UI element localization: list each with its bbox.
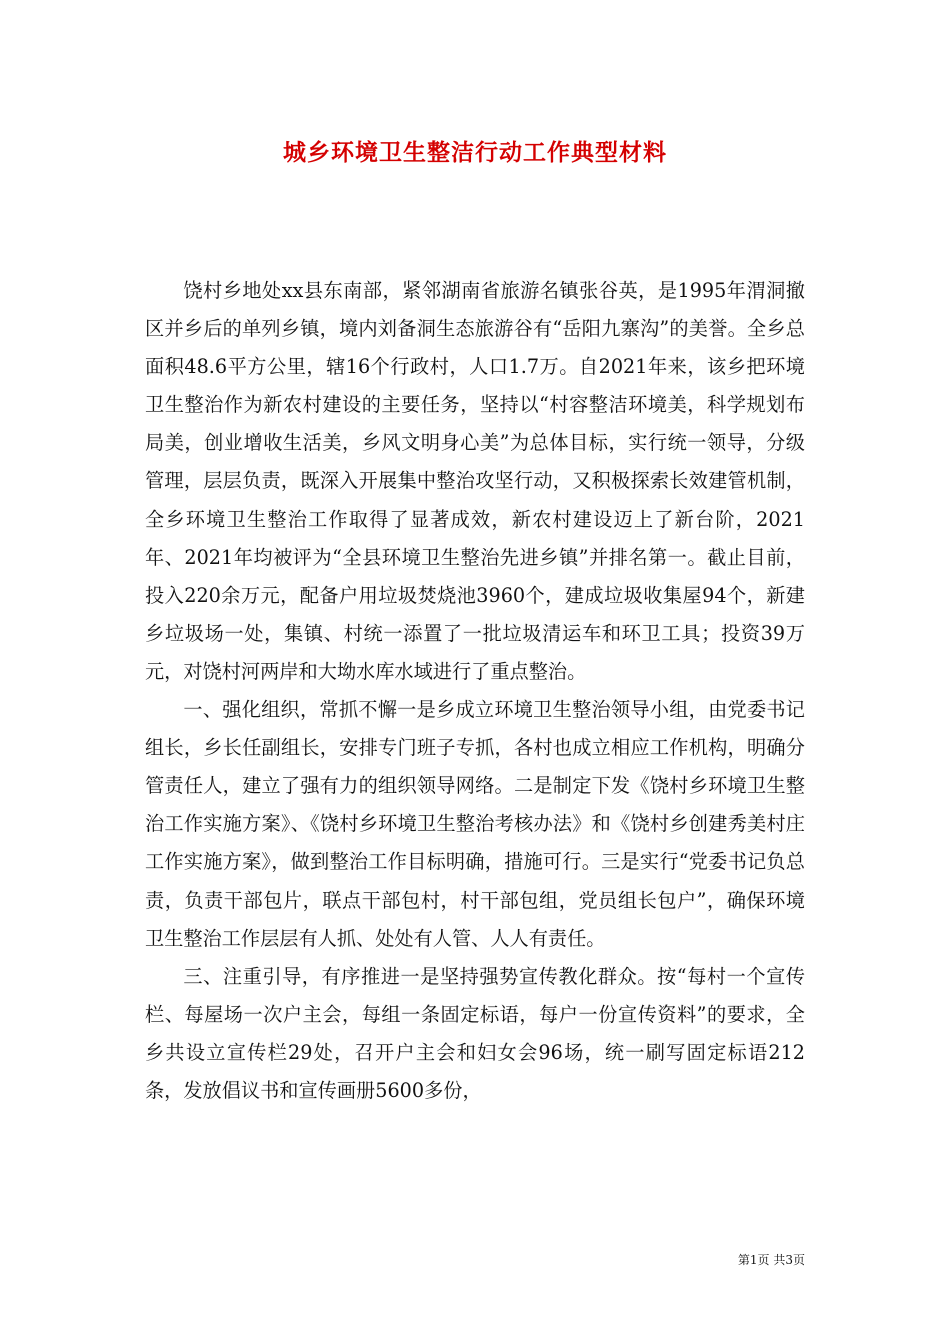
paragraph-section-three: 三、注重引导，有序推进一是坚持强势宣传教化群众。按“每村一个宣传栏、每屋场一次户主会，每组一条固定标语，每户一份宣传资料”的要求，全乡共设立宣传栏29处，召开户主会和妇女会96场，统一刷写固定标语212条，发放倡议书和宣传画册5600多份， — [145, 964, 805, 1102]
page-number: 第1页 共3页 — [737, 1253, 805, 1267]
paragraph-section-one: 一、强化组织，常抓不懈一是乡成立环境卫生整治领导小组，由党委书记组长，乡长任副组长，安排专门班子专抓，各村也成立相应工作机构，明确分管责任人，建立了强有力的组织领导网络。二是制定下发《饶村乡环境卫生整治工作实施方案》、《饶村乡环境卫生整治考核办法》和《饶村乡创建秀美村庄工作实施方案》，做到整治工作目标明确，措施可行。三是实行“党委书记负总责，负责干部包片，联点干部包村，村干部包组，党员组长包户”，确保环境卫生整治工作层层有人抓、处处有人管、人人有责任。 — [145, 698, 805, 950]
document-body — [145, 272, 805, 1110]
paragraph-intro: 饶村乡地处xx县东南部，紧邻湖南省旅游名镇张谷英，是1995年渭洞撤区并乡后的单列乡镇，境内刘备洞生态旅游谷有“岳阳九寨沟”的美誉。全乡总面积48.6平方公里，辖16个行政村，人口1.7万。自2021年来，该乡把环境卫生整治作为新农村建设的主要任务，坚持以“村容整洁环境美，科学规划布局美，创业增收生活美，乡风文明身心美”为总体目标，实行统一领导，分级管理，层层负责，既深入开展集中整治攻坚行动，又积极探索长效建管机制，全乡环境卫生整治工作取得了显著成效，新农村建设迈上了新台阶，2021年、2021年均被评为“全县环境卫生整治先进乡镇”并排名第一。截止目前，投入220余万元，配备户用垃圾焚烧池3960个，建成垃圾收集屋94个，新建乡垃圾场一处，集镇、村统一添置了一批垃圾清运车和环卫工具；投资39万元，对饶村河两岸和大坳水库水域进行了重点整治。 — [145, 279, 805, 683]
document-title: 城乡环境卫生整洁行动工作典型材料 — [283, 139, 667, 166]
